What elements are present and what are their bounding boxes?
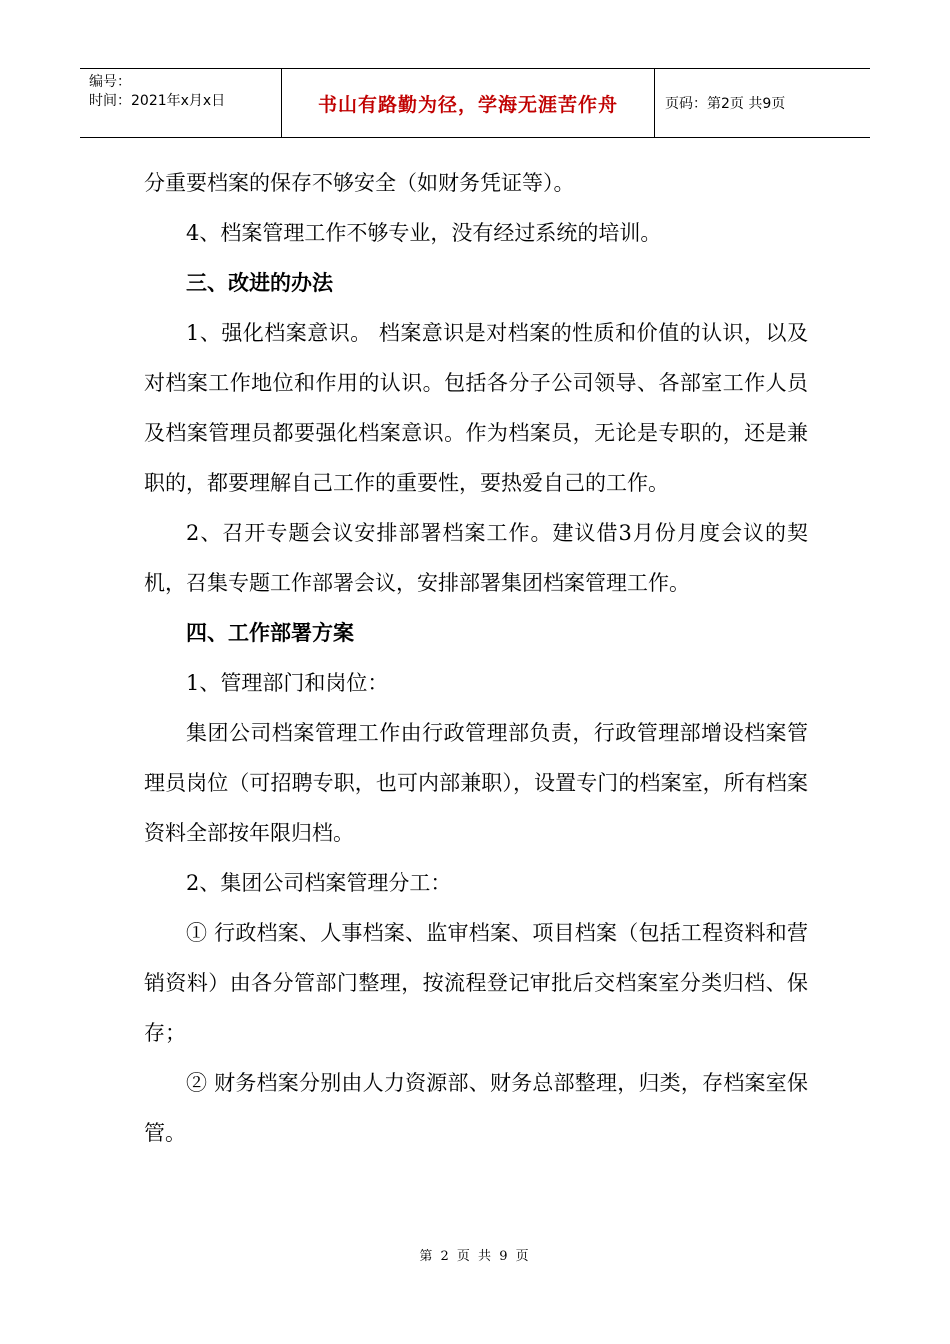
document-header xyxy=(80,68,870,138)
header-motto: 书山有路勤为径，学海无涯苦作舟 xyxy=(317,93,618,116)
document-body xyxy=(144,158,808,1158)
body-paragraph: 2、集团公司档案管理分工： xyxy=(186,871,452,895)
body-paragraph: 分重要档案的保存不够安全（如财务凭证等）。 xyxy=(144,171,575,195)
body-paragraph: 集团公司档案管理工作由行政管理部负责，行政管理部增设档案管理员岗位（可招聘专职，也可内部兼职），设置专门的档案室，所有档案资料全部按年限归档。 xyxy=(144,721,808,845)
body-paragraph: 4、档案管理工作不够专业，没有经过系统的培训。 xyxy=(186,221,662,245)
body-paragraph: ② 财务档案分别由人力资源部、财务总部整理，归类，存档案室保管。 xyxy=(144,1071,808,1145)
body-paragraph: ① 行政档案、人事档案、监审档案、项目档案（包括工程资料和营销资料）由各分管部门整理，按流程登记审批后交档案室分类归档、保存； xyxy=(144,921,808,1045)
header-page-info: 页码：第2页 共9页 xyxy=(665,96,786,112)
body-paragraph: 1、管理部门和岗位： xyxy=(186,671,389,695)
section-heading: 四、工作部署方案 xyxy=(186,621,354,645)
page-footer: 第 2 页 共 9 页 xyxy=(419,1249,531,1264)
body-paragraph: 1、强化档案意识。 档案意识是对档案的性质和价值的认识，以及对档案工作地位和作用的认识。包括各分子公司领导、各部室工作人员及档案管理员都要强化档案意识。作为档案员，无论是专职的，还是兼职的，都要理解自己工作的重要性，要热爱自己的工作。 xyxy=(144,321,808,495)
header-page-cell xyxy=(655,69,870,137)
document-date-label: 时间：2021年x月x日 xyxy=(89,93,226,109)
body-paragraph: 2、召开专题会议安排部署档案工作。建议借3月份月度会议的契机，召集专题工作部署会议，安排部署集团档案管理工作。 xyxy=(144,521,808,595)
document-number-label: 编号： xyxy=(89,74,131,90)
header-motto-cell xyxy=(282,69,655,137)
header-meta-cell xyxy=(80,69,282,137)
section-heading: 三、改进的办法 xyxy=(186,271,333,295)
